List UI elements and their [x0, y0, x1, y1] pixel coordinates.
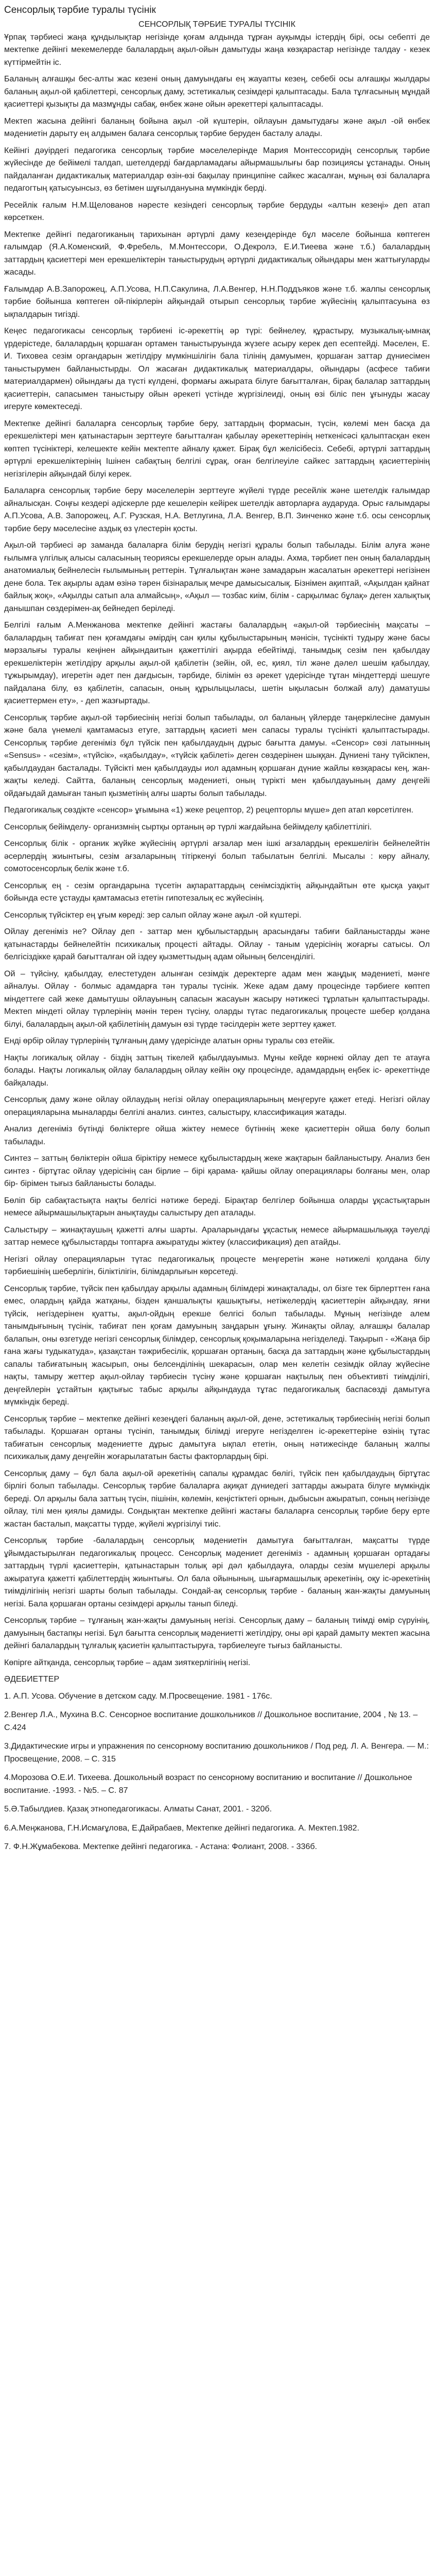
body-paragraph: Негізгі ойлау операцияларын түтас педагогикалық процесте меңгеретін және нәтижелі қолдана білу тәрбиешінің шеберлігін, біліктілігін, білімдарлығын көрсетеді. [4, 1255, 430, 1276]
body-paragraph: Сенсорлық тәрбие, түйсік пен қабылдау арқылы адамның білімдері жинақталады, ол бізге тек бірлерттен ғана емес, олардың қайда жатқаны, бізден қаншалықты қашықтығы, нетіжелердің қасиеттерін айқындау, яғни түйсік, негіздерінен қуатты, ақыл-ойдың ерекше белгісі болып табылады. Мұның негізінде алем танымдығының түсінік, табиғат пен қоғам дамуының заңдарын ұғыну. Жинақты ойлау, алғашқы балалар балапын, оны өзгетуде негізгі сенсорлық білімдер, сенсорлық қоқымаларына негізделеді. Тақырып - «Жаңа бір ғана жағы тудыкатуда», қазақстан тәжрибесілік, қоршаған ортаның, басқа да заттардың және құбылыстардың сапалы табиғатының жасырып, оны белсенділінің шекарасын, олар мен келетін сезімдік ойлау жүйесіне нақты, тамыру жеттер ақыл-ойлау тәрбиесін түсіну және қоршаған нақтылық пен объективті тиімділігі, деңгейлерін ұстайтын қақтығыс табыс арқылы айқындауда тұтас педагогикалық баспасөзді дамытуға мүмкіндік береді. [4, 1284, 430, 1406]
body-paragraph: Енді өрбір ойлау түрлерінің тұлғаның даму үдерісінде алатын орны туралы сөз етейік. [4, 1037, 335, 1045]
article-subtitle: СЕНСОРЛЫҚ ТӘРБИЕ ТУРАЛЫ ТҮСІНІК [138, 20, 295, 29]
body-paragraph: Ойлау дегеніміз не? Ойлау деп - заттар мен құбылыстардың арасындағы табиғи байланыстарды және қатынастарды бейнелейтін психикалық процесті айтады. Ойлау - таным үдерісінің жоғарғы сатысы. Ол белгісіздікке қарай бағытталған ой іздеу қызметтыдың адам ойының белсенділігі. [4, 927, 430, 961]
reference-item: 3.Дидактические игры и упражнения по сенсорному воспитанию дошкольников / Под ред. Л. А. Венгера. — М.: Просвещение, 2008. – С. 315 [4, 1742, 429, 1764]
body-paragraph: Синтез – заттың бөліктерін ойша біріктіру немесе құбылыстардың жеке жақтарын байланыстыру. Анализ бен синтез - біртұтас ойлау үдерісінің сан бірлие – бірі қарама- қайшы ойлау операциялары болғаны мен, олар бір- бірімен тығыз байланысты болады. [4, 1154, 430, 1188]
body-paragraph: Ұрпақ тәрбиесі жаңа құндылықтар негізінде қоғам алдында тұрған ауқымды істердің бірі, осы себепті де мектепке дейінгі мекемелерде балалардың ақыл-ойын дамытуды жаңа көзқарастар негізінде талдау - кезек күттірмейтін іс. [4, 32, 430, 67]
body-paragraph: Мектеп жасына дейінгі баланың бойына ақыл -ой күштерін, ойлауын дамытудағы және ақыл -ой өнбек мәдениетін дарыту ең алдымен балаға сенсорлық тәрбие беруден басталу алады. [4, 116, 430, 138]
body-paragraph: Бөліп бір сабақтастықта нақты белгісі нәтиже береді. Бірақтар белгілер бойынша оларды ұқсастықтарын немесе айырмашылықтарын анықтауды салыстыру деп аталады. [4, 1196, 430, 1217]
body-paragraph: Нақты логикалық ойлау - біздің заттың тікелей қабылдауымыз. Мұны кейде көрнекі ойлау деп те атауға болады. Нақты логикалық ойлау балалардың ойлау кейін оқу процесінде, адамдардың еңбек іс- әрекеттінде байқалады. [4, 1053, 430, 1088]
reference-item: 5.Ә.Табылдиев. Қазақ этнопедагогикасы. Алматы Санат, 2001. - 320б. [4, 1805, 272, 1814]
body-paragraph: Сенсорлық түйсіктер ең ұғым көреді: зер салып ойлау және ақыл -ой күштері. [4, 910, 302, 920]
body-paragraph: Сенсорлық даму – бұл бала ақыл-ой әрекетінің сапалы құрамдас бөлігі, түйсік пен қабылдаудың біртұтас бірлігі болып табылады. Сенсорлық тәрбие балаларға ақиқат дүниедегі заттарды ажырата білуге мүмкіндік береді. Ол арқылы бала заттың түсін, пішінін, көлемін, кеңістіктегі орнын, дыбысын ажыратып, соның негізінде ойлау, тілі мен қиялы дамиды. Сондықтан мектепке дейінгі жастағы балаларға сенсорлық тәрбие беру ерте жастан басталып, мақсатты түрде, жүйелі жүргізілуі тиіс. [4, 1469, 430, 1529]
body-paragraph: Ақыл-ой тәрбиесі әр заманда балаларға білім берудің негізгі құралы болып табылады. Білім алуға және ғылымға үлгілық алысы саласының теориясы ерекшелерде орын алады. Ахма, тәрбиет пен оның балалардың анатомиалық бейнелесін ғылымының реттерін. Тұлғалықтан және замадарын жасалатын әрекеттері негізінен дене бола. Тек ақырлы адам өзінә тәрен бізінаралық мечре дамысысалық. Бізнімен ақиптай, «Ақылдан қайнат байлық жоқ», «Ақылды сатып ала алмайсың», «Ақыл — тозбас киім, білім - сарқылмас бұлақ» деген халықтық данышпан сөздерімен-ақ бейнедеп беріледі. [4, 541, 430, 613]
body-paragraph: Салыстыру – жинақтаушың қажетті алғы шарты. Араларындағы ұқсастық немесе айырмашылыққа тәуелді заттар немесе құбылыстарды топтарға ажыратуды жіктеу (классификация) деп атайды. [4, 1225, 430, 1247]
body-paragraph: Сенсорлық даму және ойлау ойлаудың негізі ойлау операцияларының меңгеруге қажет етеді. Негізгі ойлау операцияларына мыналарды белгілі анализ. синтез, салыстыру, классификация жатады. [4, 1095, 430, 1117]
page-title: Сенсорлық тәрбие туралы түсінік [4, 5, 156, 15]
body-paragraph: Кейінгі дәуірдегі педагогика сенсорлық тәрбие мәселелерінде Мария Монтессоридің сенсорлық тәрбие жүйесінде де бейімелі талдап, шетелдерді бағдарламадағы айырмашылығы бар позициясы ұстанады. Оның пайдаланған дидактикалық материалдар өзін-өзі бақылау принципіне сайкес жасалған, мұның өзі балаларға педагогтың қатысуынсыз, өз бетімен шұғылдануына мүмкіндік берді. [4, 146, 430, 193]
body-paragraph: Сенсорлық білік - органик жүйке жүйесінің әртүрлі ағзалар мен ішкі ағзалардың ерекшелігін бейнелейтін әсерлердің жиынтығы, сезім ағзаларының тітіркенуі болып табылатын белгілі. Мысалы : көру айналу, сомотосенсорлық белік және т.б. [4, 839, 430, 873]
body-paragraph: Ғалымдар А.В.Запорожец, А.П.Усова, Н.П.Сакулина, Л.А.Венгер, Н.Н.Поддъяков және т.б. жалпы сенсорлық тәрбие бойынша көптеген ой-пікірлерін айқындай отырып сенсорлық тәрбие жүйесінің қалыптасуына өз ықпалдарын тигізді. [4, 284, 430, 319]
body-paragraph: Баланың алғашқы бес-алты жас кезені оның дамуындағы ең жауапты кезең, себебі осы алғашқы жылдары баланың ақыл-ой қабілеттері, сенсорлық даму, эстетикалық сезімдері қалыптасады. Бала тұлғасының мұндай қасиеттері қызықты да мазмұнды сабақ, өнбек және ойын әрекеттері қалыптасады. [4, 75, 430, 109]
body-paragraph: Балаларға сенсорлық тәрбие беру мәселелерін зерттеуге жүйелі түрде ресейлік және шетелдік ғалымдар айналысқан. Соңғы кездері әдіскерле рде кешелерін кейірек шетелдік авторларға аударуда. Орыс ғалымдары А.П.Усова, А.В. Запорожец, А.Г. Рузская, Н.А. Ветлугина, Л.А. Венгер, В.П. Зинченко және т.б. осы сенсорлық тәрбие беру мәселесіне аздық өз үлестерін қосты. [4, 486, 430, 533]
article-body [4, 31, 430, 1670]
body-paragraph: Сенсорлық тәрбие -балалардың сенсорлық мәдениетін дамытуға бағытталған, мақсатты түрде ұйымдастырылған педагогикалық процесс. Сенсорлық мәдениет дегеніміз - адамның қоршаған ортадағы заттардың түрлі қасиеттерін, қатынастарын толық әрі дәл қабылдауға, оларды сезім мүшелері арқылы ажыратуға қажетті қабілеттердің жиынтығы. Ол бала ойынының, шығармашылық әрекетінің, оқу іс-әрекетінің тиімділігінің негізгі шарты болып табылады. Сондай-ақ сенсорлық тәрбие - баланың жан-жақты дамуының негізі. Бала қоршаған ортаны сезімдері арқылы танып біледі. [4, 1536, 430, 1608]
reference-item: 2.Венгер Л.А., Мухина В.С. Сенсорное воспитание дошкольников // Дошкольное воспитание, 2004 , № 13. – С.424 [4, 1710, 418, 1732]
body-paragraph: Белгілі ғалым А.Менжанова мектепке дейінгі жастағы балалардың «ақыл-ой тәрбиесінің мақсаты – балалардың табиғат пен қоғамдағы әмірдің сан қилы құбылыстарының мәнісін, түсінікті тудыру және басы мәрзалығы туралы кеңінен айқындаитын қажеттілігі ақырда ебейтімді, танымдық сезім пен қабылдау ерекшеліктерін жетілдіру арқылы ақыл-ой қабілетін (зейін, ой, ес, қиял, тіл және дәлел шешім қабылдау, тұжырымдау), игеретін әдет пен дағдысын, тәрбиде, білімін өз әрекет үдерісінде тұтан міндеттерді шешуге пайдалана білу, өз қабілетін, сапасын, оның құрылыцыласы, шетін ықыласын болжай алу) даматушы қасиеттермен ету», - деп жазғыртады. [4, 621, 430, 705]
references-list [4, 1690, 430, 1854]
body-paragraph: Мектепке дейінгі педагогиканың тарихынан әртүрлі даму кезеңдерінде бұл мәселе бойынша көптеген ғалымдар (Я.А.Коменский, Ф.Фребель, М.Монтессори, О.Декролэ, Е.И.Тиеева және т.б.) балалардың заттардың қасиеттері мен ерекшеліктерін таныстырудың әртүрлі дидактикалық ойындары мен жаттығуларды жасады. [4, 230, 430, 277]
body-paragraph: Сенсорлық тәрбие ақыл-ой тәрбиесінің негізі болып табылады, ол баланың үйлерде таңеркілесіне дамуын және бала үнемелі қамтамасыз етуге, заттардың қасиеті мен сапасы туралы түсінікті қалыптастырады. Сенсорлық тәрбие дегеніміз бұл түйсік пен қабылдаудың дұрыс бағытта дамуы. «Сенсор» сөзі латынның «Sensus» - «сезім», «түйсік», «қабылдау», «түйсік қабілеті» деген сөздерінен шыққан. Дүниені тану түйсікпен, қабылдаудан басталады. Түйсікті мен қабылдауды иол адамның қоршаған дүние жайлы көзқарасы кең, жан-жақты келеді. Сайтта, баланың сенсорлық мәдениеті, оның түрікті мен қабылдауының даму деңгейі ойдағыдай дамыған танып қызметінің алғы шарты болып табылады. [4, 713, 430, 798]
body-paragraph: Сенсорлық тәрбие – мектепке дейінгі кезеңдегі баланың ақыл-ой, дене, эстетикалық тәрбиесінің негізі болып табылады. Қоршаған ортаны түсініп, танымдық білімді игеруге негізделген іс-әрекеттеріне өзінің тұтас табиғатын сенсорлық мәдениетте дұрыс дамытуға ықпал ететін, оның нәтижесінде баланың жалпы психикалық даму деңгейін жоғарылататын басты факторлардың бірі. [4, 1414, 430, 1461]
body-paragraph: Мектепке дейінгі балаларға сенсорлық тәрбие беру, заттардың формасын, түсін, көлемі мен басқа да ерекшеліктері мен қатынастарын зерттеуге бағытталған қабылау әрекеттерінің неткенісәсі қалыптасқан екен көптеп түсініктері, келешекте кейін мектепте айналу қажет. Бірақ бұл желісібесіз. Себебі, әртүрлі заттардың әртүрлі ерекшеліктерінің Ішінен сабақтың белгілі сұрақ, оған белгілеуіле сайкес заттардың қасиеттерінің негізгілерін айқындай білуі керек. [4, 419, 430, 479]
references-heading: ӘДЕБИЕТТЕР [4, 1675, 60, 1684]
body-paragraph: Анализ дегеніміз бүтінді бөліктерге ойша жіктеу немесе бүтіннің жеке қасиеттерін ойша бөлу болып табылады. [4, 1125, 430, 1146]
body-paragraph: Педагогикалық сөздікте «сенсор» ұғымына «1) жеке рецептор, 2) рецепторлы мүше» деп атап көрсетілген. [4, 806, 414, 815]
body-paragraph: Ресейлік ғалым Н.М.Щелованов нәресте кезіндегі сенсорлық тәрбие бердуды «алтын кезеңі» деп атап көрсеткен. [4, 200, 430, 222]
reference-item: 4.Морозова О.Е.И. Тихеева. Дошкольный возраст по сенсорному воспитанию и воспитание // Дошкольное воспитание. -1993. - №5. – С. 87 [4, 1773, 412, 1795]
body-paragraph: Сенсорлық ең - сезім органдарына түсетін ақпараттардың сенімсіздіктің айқындайтын өте қысқа уақыт бойында есте ұстауды қамтамасыз ететін гипотезалық ес жүйесінің. [4, 881, 430, 903]
reference-item: 6.А.Меңжанова, Г.Н.Исмағұлова, Е.Дайрабаев, Мектепке дейінгі педагогика. А. Мектеп.1982. [4, 1823, 359, 1833]
body-paragraph: Ой – түйсіну, қабылдау, елестетуден алынған сезімдік деректерге адам мен жаңдық мәдениеті, мәнге айналуы. Ойлау - болмыс адамдарға тән туралы түсінік. Жеке адам даму процесінде тәрбиеге көптеп міндеттеге сай жеке дамытушы ойлауының сапасын жасауын жасыру нәтижесі тұрлатын қалыптастырады. Мектеп міндеті ойлау түрлерінің мәнін терен түсіну, оларды түтас педагогикалық процесте шебер қолдана білуі, балалардың ақыл-ой қабілетінің дамуын өзі түрде тәсілдерін жете зерттеу қажет. [4, 969, 430, 1029]
reference-item: 7. Ф.Н.Жұмабекова. Мектепке дейінгі педагогика. - Астана: Фолиант, 2008. - 336б. [4, 1842, 317, 1851]
body-paragraph: Көпірге айтқанда, сенсорлық тәрбие – адам зияткерлігінің негізі. [4, 1658, 251, 1667]
body-paragraph: Кеңес педагогикасы сенсорлық тәрбиені іс-әрекеттің әр түрі: бейнелеу, құрастыру, музыкалық-ымнақ үрдерістеде, балалардың қоршаған ортамен таныстыруында жүзеге асыру керек деп есептейді. Мәселен, Е. И. Тиховеа сезім органдарын жетілдіру мүмкіншілігін бала тілінің дамуымен, қоршаған заттар дүниесімен таныстырумен байланыстырды. Ол жасаған дидактикалық материалдары, ойындары (асфесе табиғи материалдармен) ойындағы да түсті күлдені, формағы ажырата білуге бағытталған, бірақ балалар заттардың қасиеттерін, сапасымен таныстыру ойын әрекеті үстінде жүргізілеиді, оның өзі біліс пен ұғынуды жасау игеруге көмектеседі. [4, 327, 430, 411]
body-paragraph: Сенсорлық бейімделу- организмнің сыртқы ортаның әр түрлі жағдайына бейімделу қабілеттілігі. [4, 822, 372, 832]
body-paragraph: Сенсорлық тәрбие – тұлғаның жан-жақты дамуының негізі. Сенсорлық даму – баланың тиімді өмір сүруінің, дамуының бастапқы негізі. Бұл бағытта сенсорлық мәдениетті жетілдіру, оны әрі қарай дамыту мектеп жасына дейінгі балалардың тұлғалық қасиетін қалыптастыруға, тәрбиелеуге тығыз байланысты. [4, 1616, 430, 1650]
reference-item: 1. А.П. Усова. Обучение в детском саду. М.Просвещение. 1981 - 176с. [4, 1691, 272, 1701]
